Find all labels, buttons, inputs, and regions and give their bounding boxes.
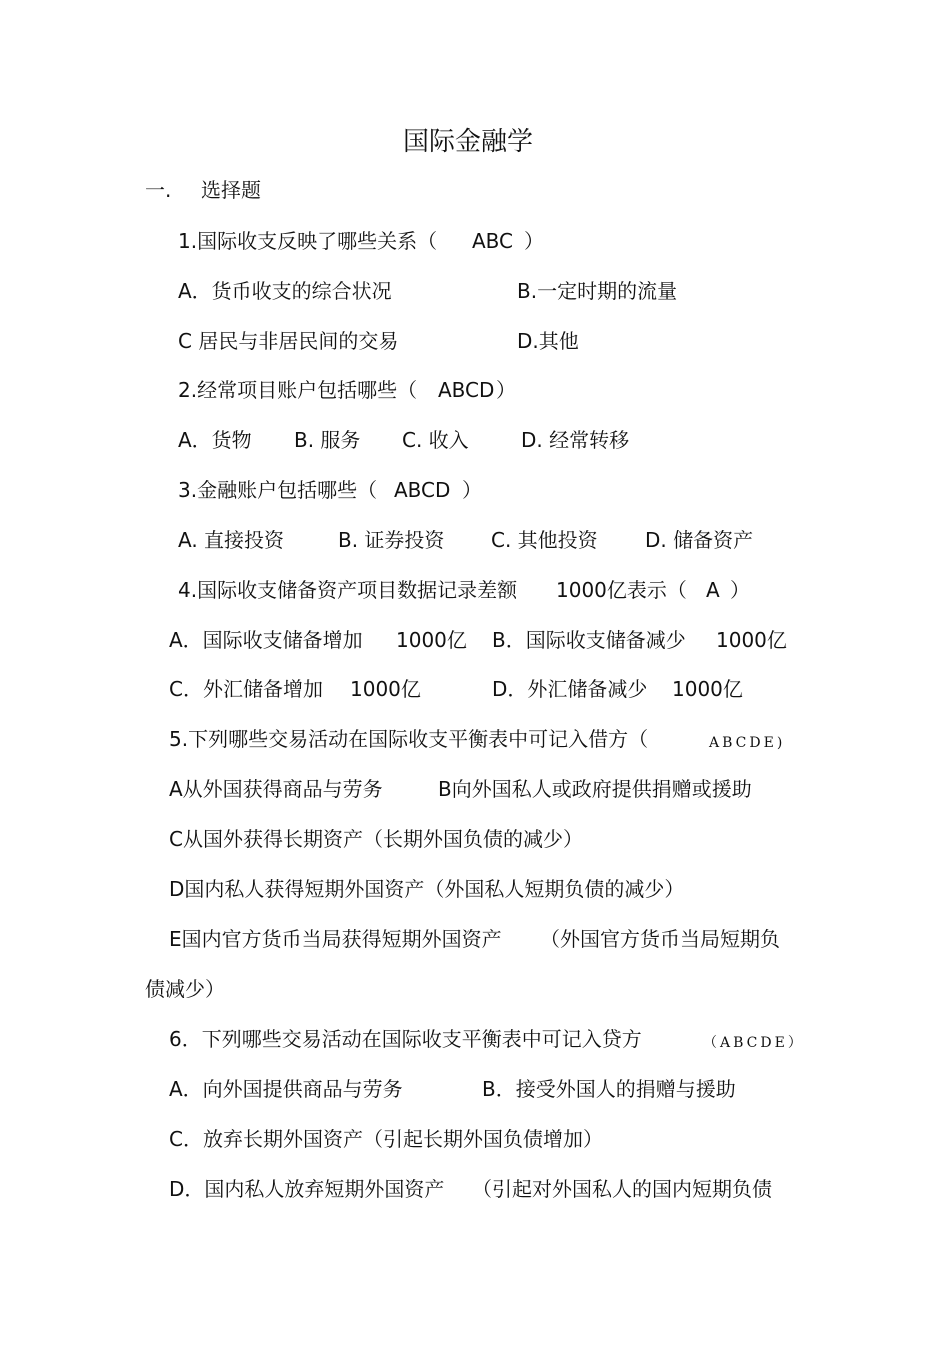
q4-option-d-amount: 1000亿 — [672, 677, 743, 701]
q5-option-e-note: （外国官方货币当局短期负 — [540, 927, 780, 951]
q5-option-e-continued: 债减少） — [145, 977, 225, 1001]
q6-answer: （ABCDE） — [703, 1035, 805, 1051]
q1-option-c: C 居民与非居民间的交易 — [178, 329, 399, 353]
q1-answer: ABC — [472, 229, 514, 253]
q4-option-b-amount: 1000亿 — [716, 628, 787, 652]
q3-close: ） — [462, 478, 482, 502]
q1-stem: 1.国际收支反映了哪些关系（ — [178, 229, 438, 253]
q1-option-d: D.其他 — [517, 329, 579, 353]
q4-option-c: C．外汇储备增加 — [169, 677, 323, 701]
page-title: 国际金融学 — [403, 127, 534, 157]
q3-option-a: A. 直接投资 — [178, 528, 285, 552]
q4-option-b: B．国际收支储备减少 — [492, 628, 686, 652]
q1-option-b: B.一定时期的流量 — [517, 279, 678, 303]
q6-option-a: A．向外国提供商品与劳务 — [169, 1077, 403, 1101]
q2-answer: ABCD — [438, 378, 495, 402]
q4-option-a-amount: 1000亿 — [396, 628, 467, 652]
q3-stem: 3.金融账户包括哪些（ — [178, 478, 378, 502]
q3-option-d: D. 储备资产 — [645, 528, 754, 552]
q2-stem: 2.经常项目账户包括哪些（ — [178, 378, 418, 402]
section-heading: 选择题 — [201, 178, 261, 202]
q2-option-d: D. 经常转移 — [521, 428, 630, 452]
q2-option-a: A．货物 — [178, 428, 252, 452]
q5-stem: 5.下列哪些交易活动在国际收支平衡表中可记入借方（ — [169, 727, 649, 751]
q4-close: ） — [730, 578, 750, 602]
q2-close: ） — [496, 378, 516, 402]
q2-option-c: C. 收入 — [402, 428, 469, 452]
q2-option-b: B. 服务 — [294, 428, 361, 452]
q5-option-b: B向外国私人或政府提供捐赠或援助 — [438, 777, 752, 801]
q5-option-d: D国内私人获得短期外国资产（外国私人短期负债的减少） — [169, 877, 685, 901]
q4-stem: 4.国际收支储备资产项目数据记录差额 — [178, 578, 518, 602]
q3-answer: ABCD — [394, 478, 451, 502]
q1-option-a: A．货币收支的综合状况 — [178, 279, 392, 303]
q6-option-d: D．国内私人放弃短期外国资产 — [169, 1177, 445, 1201]
q4-answer: A — [706, 578, 720, 602]
q4-amount: 1000亿表示（ — [556, 578, 687, 602]
q6-option-b: B．接受外国人的捐赠与援助 — [482, 1077, 736, 1101]
section-number: 一. — [145, 178, 172, 202]
q6-option-d-note: （引起对外国私人的国内短期负债 — [472, 1177, 772, 1201]
q4-option-c-amount: 1000亿 — [350, 677, 421, 701]
q5-option-e: E国内官方货币当局获得短期外国资产 — [169, 927, 502, 951]
q6-stem: 6．下列哪些交易活动在国际收支平衡表中可记入贷方 — [169, 1027, 642, 1051]
q5-option-c: C从国外获得长期资产（长期外国负债的减少） — [169, 827, 583, 851]
q1-close: ） — [524, 229, 544, 253]
q3-option-b: B. 证券投资 — [338, 528, 445, 552]
q5-option-a: A从外国获得商品与劳务 — [169, 777, 383, 801]
q5-answer: ABCDE) — [709, 735, 786, 751]
q6-option-c: C．放弃长期外国资产（引起长期外国负债增加） — [169, 1127, 603, 1151]
q4-option-d: D．外汇储备减少 — [492, 677, 648, 701]
q4-option-a: A．国际收支储备增加 — [169, 628, 363, 652]
q3-option-c: C. 其他投资 — [491, 528, 598, 552]
